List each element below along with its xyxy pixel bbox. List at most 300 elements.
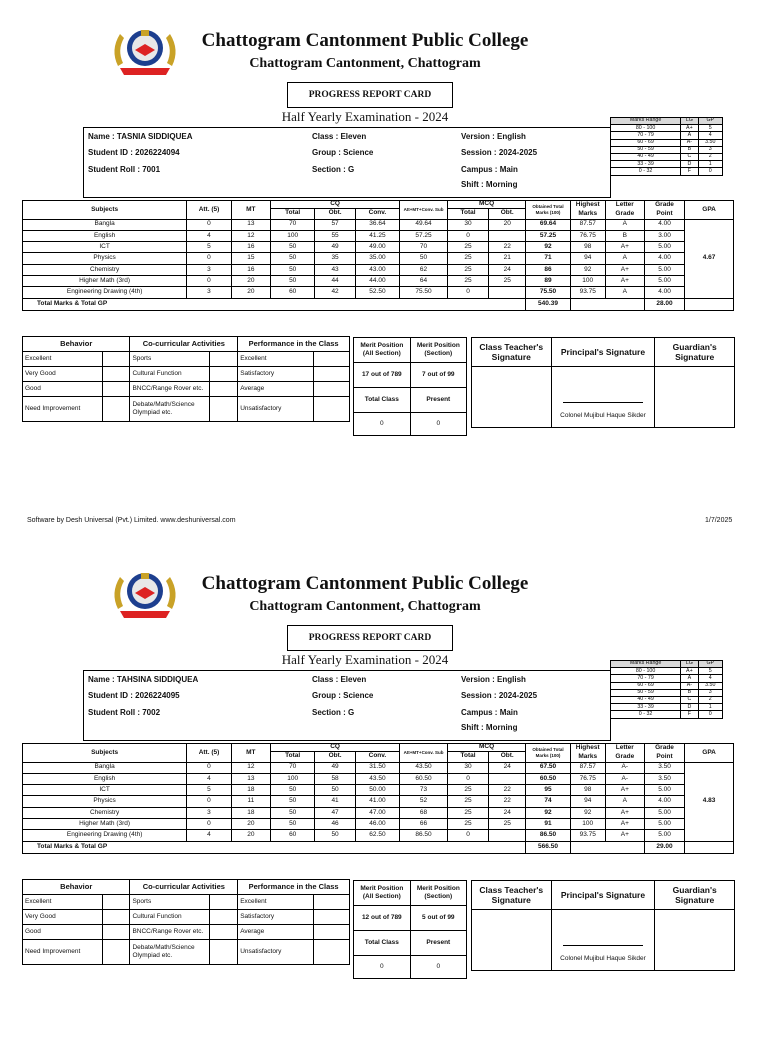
- subject-cell: 58: [315, 773, 355, 784]
- performance-label: Excellent: [238, 352, 314, 367]
- subject-cell: 49: [315, 762, 355, 773]
- subject-cell: 87.57: [570, 219, 605, 230]
- subject-cell: 86.50: [400, 830, 448, 841]
- grade-scale-row: [611, 668, 723, 675]
- subject-cell: A+: [605, 818, 644, 829]
- subject-row: [23, 275, 734, 286]
- col-att: Att. (5): [187, 201, 232, 220]
- col-subjects: Subjects: [23, 744, 187, 763]
- subject-cell: 66: [400, 818, 448, 829]
- grade-scale-heading: GP: [698, 118, 722, 125]
- behavior-row: [23, 397, 350, 422]
- subject-cell: 20: [231, 818, 270, 829]
- grade-scale-heading: LG: [681, 118, 698, 125]
- subject-cell: 74: [526, 796, 571, 807]
- performance-header: Performance in the Class: [238, 337, 350, 352]
- student-group: Group : Science: [312, 148, 374, 157]
- subject-cell: 25: [447, 253, 488, 264]
- exam-title: Half Yearly Examination - 2024: [281, 109, 449, 124]
- class-teacher-signature: [472, 910, 552, 971]
- subject-cell: 44: [315, 275, 355, 286]
- grade-scale-cell: C: [681, 153, 698, 160]
- subject-cell: 47: [315, 807, 355, 818]
- subject-cell: 3.00: [644, 230, 684, 241]
- total-class-value: 0: [354, 956, 411, 979]
- subject-cell: 18: [231, 785, 270, 796]
- behavior-check: [102, 895, 130, 910]
- grade-scale-cell: 80 - 100: [611, 125, 681, 132]
- merit-table: [353, 337, 467, 436]
- subject-cell: 43: [315, 264, 355, 275]
- student-section: Section : G: [312, 165, 355, 174]
- subject-cell: 86: [526, 264, 571, 275]
- col-cq-obt: Obt.: [315, 208, 355, 219]
- report-title: PROGRESS REPORT CARD: [287, 625, 453, 651]
- total-label: Total Marks & Total GP: [23, 841, 526, 853]
- marks-table: [22, 743, 734, 854]
- subject-cell: 22: [489, 796, 526, 807]
- subject-cell: 25: [447, 807, 488, 818]
- grade-scale-cell: B: [681, 146, 698, 153]
- report-title: PROGRESS REPORT CARD: [287, 82, 453, 108]
- subject-cell: 43.50: [355, 773, 400, 784]
- subject-row: [23, 785, 734, 796]
- activity-label: Cultural Function: [130, 367, 210, 382]
- col-subjects: Subjects: [23, 201, 187, 220]
- subject-row: [23, 219, 734, 230]
- subject-cell: 50.00: [355, 785, 400, 796]
- subject-cell: 60: [270, 830, 315, 841]
- class-teacher-signature: [472, 367, 552, 428]
- footer-date: 1/7/2025: [705, 517, 733, 524]
- present-label: Present: [410, 388, 466, 413]
- student-shift: Shift : Morning: [461, 180, 518, 189]
- col-cq-conv: Conv.: [355, 751, 400, 762]
- subject-cell: 0: [447, 287, 488, 298]
- grade-scale-cell: A-: [681, 139, 698, 146]
- principal-signature: [551, 367, 655, 428]
- activity-label: Cultural Function: [130, 910, 210, 925]
- subject-cell: 60: [270, 287, 315, 298]
- subject-cell: 24: [489, 807, 526, 818]
- subject-cell: [489, 830, 526, 841]
- subject-cell: 25: [447, 264, 488, 275]
- subject-cell: 20: [231, 275, 270, 286]
- col-cq-obt: Obt.: [315, 751, 355, 762]
- subject-cell: 4: [187, 830, 232, 841]
- subject-cell: 15: [231, 253, 270, 264]
- grade-scale-row: [611, 153, 723, 160]
- col-gpa: GPA: [685, 744, 734, 763]
- subject-cell: 73: [400, 785, 448, 796]
- behavior-label: Very Good: [23, 367, 103, 382]
- subject-cell: 0: [187, 275, 232, 286]
- behavior-row: [23, 925, 350, 940]
- subject-cell: Higher Math (3rd): [23, 275, 187, 286]
- subject-cell: 98: [570, 242, 605, 253]
- gpa-value: 4.67: [685, 219, 734, 298]
- grade-scale-cell: 0: [698, 168, 722, 175]
- behavior-label: Need Improvement: [23, 397, 103, 422]
- subject-cell: 75.50: [400, 287, 448, 298]
- col-grade-point: Grade Point: [644, 744, 684, 763]
- grade-scale-row: [611, 689, 723, 696]
- student-roll: Student Roll : 7001: [88, 165, 161, 174]
- behavior-body: [23, 895, 350, 965]
- subject-cell: 50: [315, 830, 355, 841]
- merit-all-label: Merit Position (All Section): [354, 338, 411, 363]
- performance-check: [314, 352, 350, 367]
- merit-section-value: 7 out of 99: [410, 363, 466, 388]
- subject-cell: 5: [187, 242, 232, 253]
- subject-cell: 50: [270, 818, 315, 829]
- student-name: Name : TASNIA SIDDIQUEA: [88, 132, 193, 141]
- subject-cell: 24: [489, 264, 526, 275]
- subject-cell: 25: [489, 275, 526, 286]
- subject-cell: 46: [315, 818, 355, 829]
- footer-software: Software by Desh Universal (Pvt.) Limited. www.deshuniversal.com: [27, 517, 236, 524]
- subject-cell: 20: [231, 830, 270, 841]
- activity-check: [210, 367, 238, 382]
- subject-cell: 0: [447, 830, 488, 841]
- behavior-table: [22, 336, 350, 422]
- subject-row: [23, 264, 734, 275]
- grade-scale-cell: F: [681, 711, 698, 718]
- behavior-header: Behavior: [23, 337, 130, 352]
- behavior-row: [23, 895, 350, 910]
- grade-scale-row: [611, 146, 723, 153]
- subject-cell: A+: [605, 242, 644, 253]
- grade-scale-cell: B: [681, 689, 698, 696]
- subject-cell: B: [605, 230, 644, 241]
- signature-line: [563, 945, 643, 946]
- subject-cell: Bangla: [23, 762, 187, 773]
- guardian-signature-label: Guardian's Signature: [655, 338, 735, 367]
- marks-body: [23, 219, 734, 298]
- subject-cell: 5.00: [644, 807, 684, 818]
- performance-check: [314, 895, 350, 910]
- subject-cell: 25: [447, 818, 488, 829]
- subject-cell: 41: [315, 796, 355, 807]
- activity-check: [210, 910, 238, 925]
- activity-label: Sports: [130, 352, 210, 367]
- grade-scale-cell: A+: [681, 125, 698, 132]
- grade-scale-cell: A: [681, 675, 698, 682]
- subject-cell: 13: [231, 773, 270, 784]
- subject-cell: 52: [400, 796, 448, 807]
- subject-cell: 86.50: [526, 830, 571, 841]
- subject-cell: 64: [400, 275, 448, 286]
- total-spacer: [570, 298, 644, 310]
- student-id: Student ID : 2026224094: [88, 148, 180, 157]
- col-obtained-total: Obtained Total Marks (100): [526, 201, 571, 220]
- behavior-check: [102, 397, 130, 422]
- subject-cell: 20: [489, 219, 526, 230]
- grade-scale-cell: 1: [698, 704, 722, 711]
- subject-cell: [489, 773, 526, 784]
- col-mcq-obt: Obt.: [489, 751, 526, 762]
- total-gp: 29.00: [644, 841, 684, 853]
- subject-cell: 18: [231, 807, 270, 818]
- total-class-value: 0: [354, 413, 411, 436]
- subject-cell: A: [605, 287, 644, 298]
- subject-cell: 25: [489, 818, 526, 829]
- behavior-row: [23, 940, 350, 965]
- subject-cell: 98: [570, 785, 605, 796]
- subject-cell: 0: [187, 219, 232, 230]
- present-label: Present: [410, 931, 466, 956]
- performance-header: Performance in the Class: [238, 880, 350, 895]
- performance-label: Satisfactory: [238, 910, 314, 925]
- grade-scale-row: [611, 682, 723, 689]
- subject-cell: 100: [570, 818, 605, 829]
- report-card: [0, 543, 768, 1043]
- grade-scale-row: [611, 168, 723, 175]
- subject-cell: 21: [489, 253, 526, 264]
- total-label: Total Marks & Total GP: [23, 298, 526, 310]
- behavior-body: [23, 352, 350, 422]
- total-class-label: Total Class: [354, 931, 411, 956]
- subject-cell: 57.25: [400, 230, 448, 241]
- subject-cell: 43.00: [355, 264, 400, 275]
- grade-scale-cell: 3: [698, 146, 722, 153]
- student-campus: Campus : Main: [461, 165, 518, 174]
- subject-cell: 35: [315, 253, 355, 264]
- grade-scale-row: [611, 132, 723, 139]
- behavior-check: [102, 925, 130, 940]
- grade-scale-cell: 3: [698, 689, 722, 696]
- grade-scale-cell: 0 - 32: [611, 168, 681, 175]
- subject-cell: 93.75: [570, 287, 605, 298]
- col-mt: MT: [231, 201, 270, 220]
- subject-cell: Engineering Drawing (4th): [23, 287, 187, 298]
- total-spacer: [570, 841, 644, 853]
- subject-cell: 42: [315, 287, 355, 298]
- performance-check: [314, 910, 350, 925]
- subject-cell: 94: [570, 796, 605, 807]
- subject-cell: 67.50: [526, 762, 571, 773]
- performance-check: [314, 925, 350, 940]
- guardian-signature: [655, 910, 735, 971]
- activity-check: [210, 925, 238, 940]
- subject-cell: 5.00: [644, 264, 684, 275]
- behavior-label: Excellent: [23, 352, 103, 367]
- performance-label: Average: [238, 382, 314, 397]
- grade-scale-cell: 2: [698, 153, 722, 160]
- grade-scale-row: [611, 161, 723, 168]
- subject-cell: 47.00: [355, 807, 400, 818]
- guardian-signature-label: Guardian's Signature: [655, 881, 735, 910]
- class-teacher-signature-label: Class Teacher's Signature: [472, 881, 552, 910]
- grade-scale-heading: Marks Range: [611, 118, 681, 125]
- grade-scale-cell: 1: [698, 161, 722, 168]
- total-marks: 540.39: [526, 298, 571, 310]
- subject-cell: A: [605, 253, 644, 264]
- subject-cell: 24: [489, 762, 526, 773]
- subject-cell: 70: [400, 242, 448, 253]
- col-letter-grade: Letter Grade: [605, 201, 644, 220]
- grade-scale-row: [611, 711, 723, 718]
- performance-check: [314, 382, 350, 397]
- subject-cell: 5: [187, 785, 232, 796]
- subject-cell: 91: [526, 818, 571, 829]
- col-gpa: GPA: [685, 201, 734, 220]
- activity-check: [210, 352, 238, 367]
- activity-check: [210, 895, 238, 910]
- performance-label: Unsatisfactory: [238, 940, 314, 965]
- subject-cell: 11: [231, 796, 270, 807]
- subject-cell: [489, 230, 526, 241]
- subject-cell: Higher Math (3rd): [23, 818, 187, 829]
- subject-cell: 4.00: [644, 287, 684, 298]
- subject-cell: 100: [270, 230, 315, 241]
- college-location: Chattogram Cantonment, Chattogram: [249, 56, 481, 71]
- student-name: Name : TAHSINA SIDDIQUEA: [88, 675, 199, 684]
- grade-scale-cell: D: [681, 704, 698, 711]
- activities-header: Co-curricular Activities: [130, 880, 238, 895]
- subject-row: [23, 242, 734, 253]
- student-version: Version : English: [461, 132, 526, 141]
- col-att-mt-conv: Att+MT+Conv. Sub: [400, 201, 448, 220]
- grade-scale-body: [611, 118, 723, 176]
- subject-cell: A+: [605, 785, 644, 796]
- subject-cell: English: [23, 230, 187, 241]
- grade-scale-cell: 0: [698, 711, 722, 718]
- present-value: 0: [410, 956, 466, 979]
- college-crest-icon: [108, 20, 182, 78]
- subject-cell: 71: [526, 253, 571, 264]
- subject-cell: English: [23, 773, 187, 784]
- col-letter-grade: Letter Grade: [605, 744, 644, 763]
- total-gp: 28.00: [644, 298, 684, 310]
- total-class-label: Total Class: [354, 388, 411, 413]
- grade-scale-heading: LG: [681, 661, 698, 668]
- student-info: [83, 670, 611, 741]
- subject-cell: 92: [570, 807, 605, 818]
- subject-cell: 4: [187, 230, 232, 241]
- subject-cell: 3.50: [644, 762, 684, 773]
- behavior-label: Need Improvement: [23, 940, 103, 965]
- subject-row: [23, 230, 734, 241]
- subject-cell: 92: [526, 242, 571, 253]
- grade-scale-cell: 80 - 100: [611, 668, 681, 675]
- subject-row: [23, 762, 734, 773]
- performance-label: Excellent: [238, 895, 314, 910]
- subject-cell: 69.64: [526, 219, 571, 230]
- grade-scale-cell: 70 - 79: [611, 675, 681, 682]
- grade-scale-table: [610, 660, 723, 719]
- merit-all-label: Merit Position (All Section): [354, 881, 411, 906]
- subject-cell: 44.00: [355, 275, 400, 286]
- activity-label: BNCC/Range Rover etc.: [130, 925, 210, 940]
- subject-cell: [489, 287, 526, 298]
- behavior-row: [23, 367, 350, 382]
- behavior-row: [23, 352, 350, 367]
- signature-table: [471, 337, 735, 428]
- behavior-table: [22, 879, 350, 965]
- student-version: Version : English: [461, 675, 526, 684]
- principal-name: Colonel Mujibul Haque Sikder: [560, 954, 646, 962]
- subject-row: [23, 830, 734, 841]
- merit-section-label: Merit Position (Section): [410, 338, 466, 363]
- grade-scale-cell: 3.50: [698, 139, 722, 146]
- grade-scale-cell: F: [681, 168, 698, 175]
- subject-cell: 92: [570, 264, 605, 275]
- activity-label: Debate/Math/Science Olympiad etc.: [130, 940, 210, 965]
- grade-scale-row: [611, 675, 723, 682]
- subject-cell: 76.75: [570, 230, 605, 241]
- subject-cell: 75.50: [526, 287, 571, 298]
- subject-cell: 4: [187, 773, 232, 784]
- subject-cell: A+: [605, 264, 644, 275]
- grade-scale-cell: D: [681, 161, 698, 168]
- grade-scale-row: [611, 125, 723, 132]
- subject-cell: 4.00: [644, 796, 684, 807]
- college-location: Chattogram Cantonment, Chattogram: [249, 599, 481, 614]
- merit-all-value: 17 out of 789: [354, 363, 411, 388]
- col-cq-conv: Conv.: [355, 208, 400, 219]
- grade-scale-cell: 0 - 32: [611, 711, 681, 718]
- student-session: Session : 2024-2025: [461, 691, 538, 700]
- subject-cell: Bangla: [23, 219, 187, 230]
- subject-cell: Engineering Drawing (4th): [23, 830, 187, 841]
- performance-label: Average: [238, 925, 314, 940]
- subject-cell: 68: [400, 807, 448, 818]
- activity-label: Sports: [130, 895, 210, 910]
- signature-table: [471, 880, 735, 971]
- behavior-check: [102, 367, 130, 382]
- col-mcq: MCQ: [447, 201, 525, 209]
- subject-cell: 94: [570, 253, 605, 264]
- col-cq: CQ: [270, 201, 399, 209]
- subject-cell: 22: [489, 242, 526, 253]
- subject-cell: Chemistry: [23, 264, 187, 275]
- grade-scale-cell: A+: [681, 668, 698, 675]
- subject-cell: A-: [605, 773, 644, 784]
- grade-scale-row: [611, 139, 723, 146]
- signature-line: [563, 402, 643, 403]
- subject-cell: 5.00: [644, 830, 684, 841]
- subject-row: [23, 773, 734, 784]
- grade-scale-header: [611, 661, 723, 668]
- subject-cell: 60.50: [400, 773, 448, 784]
- student-class: Class : Eleven: [312, 132, 367, 141]
- grade-scale-body: [611, 661, 723, 719]
- subject-cell: 25: [447, 796, 488, 807]
- grade-scale-cell: 60 - 69: [611, 139, 681, 146]
- subject-cell: 0: [187, 796, 232, 807]
- subject-cell: A+: [605, 807, 644, 818]
- grade-scale-cell: 40 - 49: [611, 153, 681, 160]
- behavior-label: Very Good: [23, 910, 103, 925]
- present-value: 0: [410, 413, 466, 436]
- subject-cell: 20: [231, 287, 270, 298]
- subject-row: [23, 796, 734, 807]
- grade-scale-cell: 40 - 49: [611, 696, 681, 703]
- col-cq: CQ: [270, 744, 399, 752]
- grade-scale-cell: A-: [681, 682, 698, 689]
- subject-cell: 31.50: [355, 762, 400, 773]
- exam-title: Half Yearly Examination - 2024: [281, 652, 449, 667]
- col-grade-point: Grade Point: [644, 201, 684, 220]
- subject-cell: 95: [526, 785, 571, 796]
- total-spacer-end: [685, 298, 734, 310]
- col-mcq-total: Total: [447, 751, 488, 762]
- activity-check: [210, 382, 238, 397]
- activity-check: [210, 940, 238, 965]
- subject-cell: 70: [270, 762, 315, 773]
- behavior-check: [102, 940, 130, 965]
